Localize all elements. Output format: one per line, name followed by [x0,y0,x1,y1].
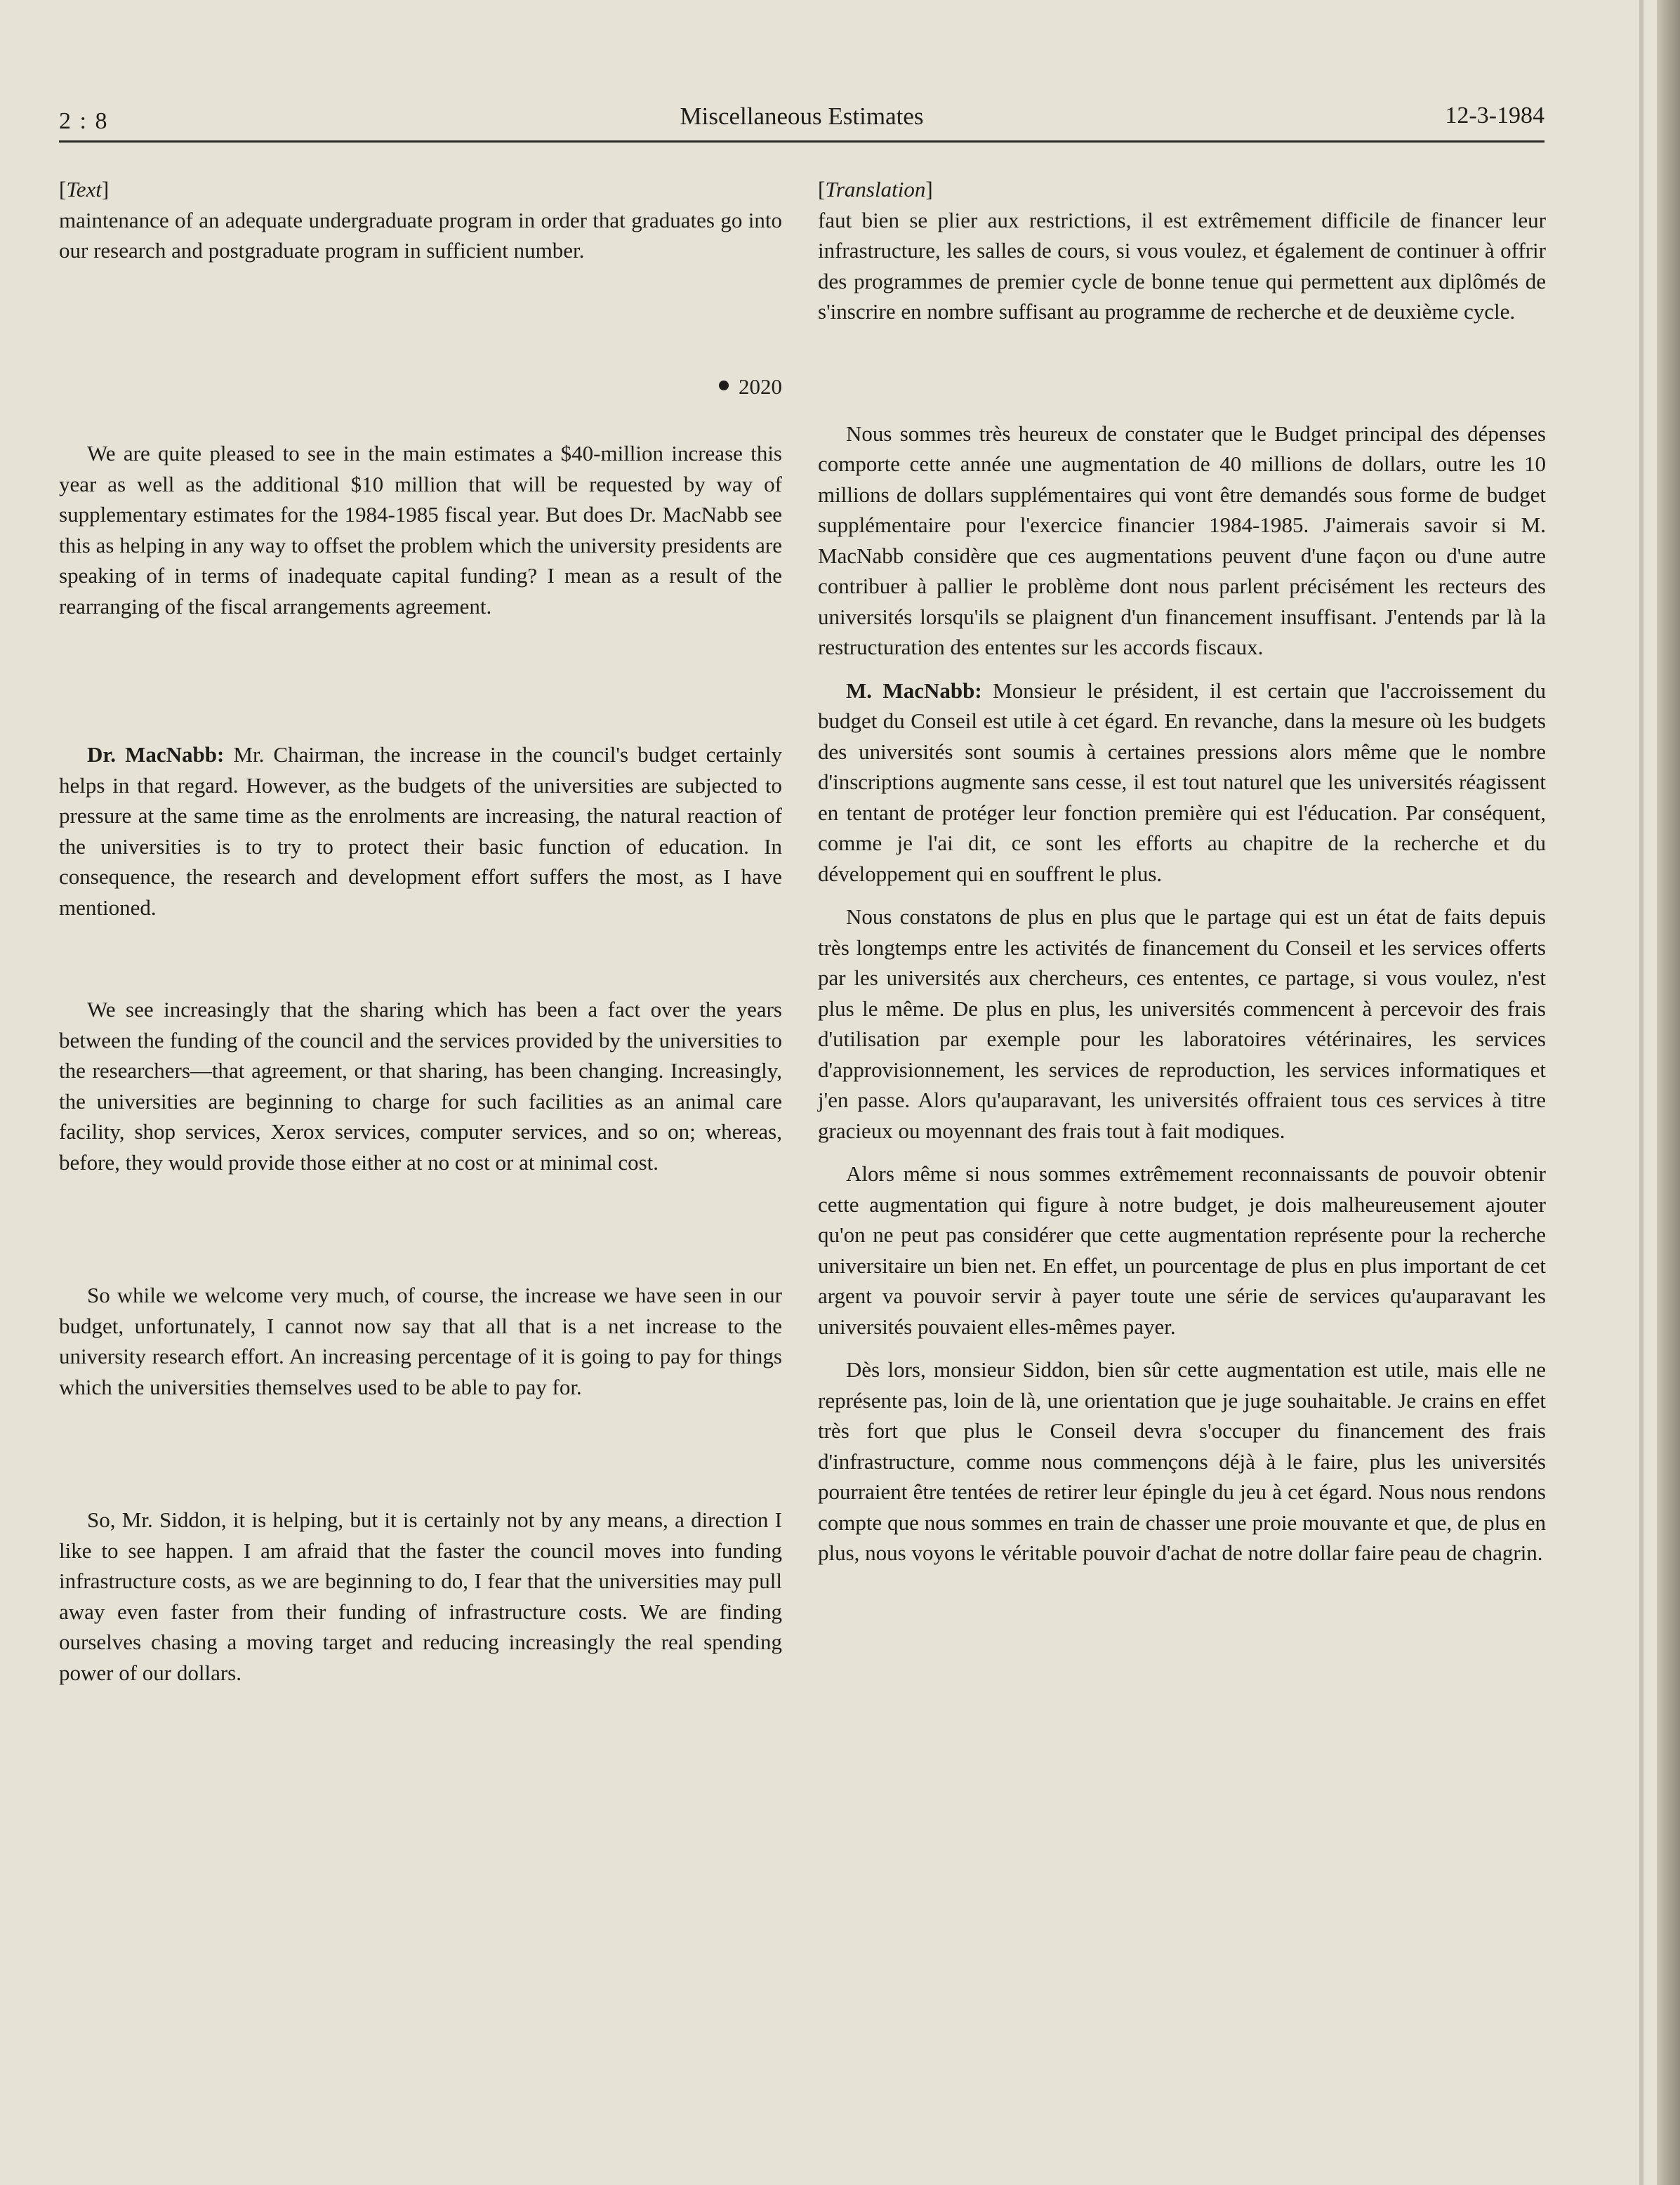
paragraph: faut bien se plier aux restrictions, il est extrêmement difficile de financer leur infrastructure, les salles de cours, si vous voulez, et également de continuer à offrir des programmes de premier cycle de bonne tenue qui permettent aux diplômés de s'inscrire en nombre suffisant au programme de recherche et de deuxième cycle. [818,207,1546,324]
paragraph: So, Mr. Siddon, it is helping, but it is certainly not by any means, a direction I like to see happen. I am afraid that the faster the council moves into funding infrastructure costs, as we are beginning to do, I fear that the universities may pull away even faster from their funding of infrastructure costs. We are finding ourselves chasing a moving target and reducing increasingly the real spending power of our dollars. [59,1507,782,1685]
column-label: [Text] [59,177,110,202]
french-column [818,174,1546,1569]
bullet-icon [719,381,729,390]
column-label: [Translation] [818,177,933,202]
time-marker: 2020 [59,371,782,402]
paragraph: Nous constatons de plus en plus que le partage qui est un état de faits depuis très longtemps entre les activités de financement du Conseil et les services offerts par les universités aux chercheurs, ces ententes, ce partage, si vous voulez, n'est plus le même. De plus en plus, les universités commencent à percevoir des frais d'utilisation par exemple pour les laboratoires vétérinaires, les services d'approvisionnement, les services de reproduction, les services informatiques et j'en passe. Alors qu'auparavant, les universités offraient tous ces services à titre gracieux ou moyennant des frais tout à fait modiques. [818,904,1546,1143]
paragraph: Nous sommes très heureux de constater que le Budget principal des dépenses comporte cette année une augmentation de 40 millions de dollars, outre les 10 millions de dollars supplémentaires qui vont être demandés sous forme de budget supplémentaire pour l'exercice financier 1984-1985. J'aimerais savoir si M. MacNabb considère que ces augmentations peuvent d'une façon ou d'une autre contribuer à pallier le problème dont nous parlent précisément les recteurs des universités lorsqu'ils se plaignent d'un financement insuffisant. J'entends par là la restructuration des ententes sur les accords fiscaux. [818,421,1546,659]
paragraph: So while we welcome very much, of course, the increase we have seen in our budget, unfortunately, I cannot now say that all that is a net increase to the university research effort. An increasing percentage of it is going to pay for things which the universities themselves used to be able to pay for. [59,1283,782,1399]
paragraph: We see increasingly that the sharing which has been a fact over the years between the funding of the council and the services provided by the universities to the researchers—that agreement, or that sharing, has been changing. Increasingly, the universities are beginning to charge for such facilities as an animal care facility, shop services, Xerox services, computer services, and so on; whereas, before, they would provide those either at no cost or at minimal cost. [59,997,782,1175]
paragraph: We are quite pleased to see in the main estimates a $40-million increase this year as well as the additional $10 million that will be requested by way of supplementary estimates for the 1984-1985 fiscal year. But does Dr. MacNabb see this as helping in any way to offset the problem which the university presidents are speaking of in terms of inadequate capital funding? I mean as a result of the rearranging of the fiscal arrangements agreement. [59,441,782,619]
page-title: Miscellaneous Estimates [680,103,924,130]
paragraph: M. MacNabb: Monsieur le président, il est certain que l'accroissement du budget du Conseil est utile à cet égard. En revanche, dans la mesure où les budgets des universités sont soumis à certaines pressions alors même que le nombre d'inscriptions augmente sans cesse, il est tout naturel que les universités réagissent en tentant de protéger leur fonction première qui est l'éducation. Par conséquent, comme je l'ai dit, ce sont les efforts au chapitre de la recherche et du développement qui en souffrent le plus. [818,678,1546,886]
page-edge [1657,0,1680,2185]
page-number: 2 : 8 [59,108,109,134]
paragraph: Alors même si nous sommes extrêmement reconnaissants de pouvoir obtenir cette augmentation qui figure à notre budget, je dois malheureusement ajouter qu'on ne peut pas considérer que cette augmentation représente pour la recherche universitaire un bien net. En effet, un pourcentage de plus en plus important de cet argent va pouvoir servir à payer toute une série de services qu'auparavant les universités pouvaient elles-mêmes payer. [818,1161,1546,1339]
paragraph: Dr. MacNabb: Mr. Chairman, the increase in the council's budget certainly helps in that regard. However, as the budgets of the universities are subjected to pressure at the same time as the enrolments are increasing, the natural reaction of the universities is to try to protect their basic function of education. In consequence, the research and development effort suffers the most, as I have mentioned. [59,742,783,920]
page-date: 12-3-1984 [1445,103,1545,128]
paragraph: Dès lors, monsieur Siddon, bien sûr cette augmentation est utile, mais elle ne représente pas, loin de là, une orientation que je juge souhaitable. Je crains en effet très fort que plus le Conseil devra s'occuper du financement des frais d'infrastructure, comme nous commençons déjà à le faire, plus les universités pourraient être tentées de retirer leur épingle du jeu à cet égard. Nous nous rendons compte que nous sommes en train de chasser une proie mouvante et que, de plus en plus, nous voyons le véritable pouvoir d'achat de notre dollar faire peau de chagrin. [818,1357,1546,1565]
speaker-name: M. MacNabb: [846,678,982,703]
english-column [59,174,782,1688]
speaker-name: Dr. MacNabb: [87,742,225,767]
page-fold [1639,0,1643,2185]
page-header [59,103,1545,142]
paragraph: maintenance of an adequate undergraduate program in order that graduates go into our research and postgraduate program in sufficient number. [59,207,782,263]
header-rule [59,140,1545,143]
